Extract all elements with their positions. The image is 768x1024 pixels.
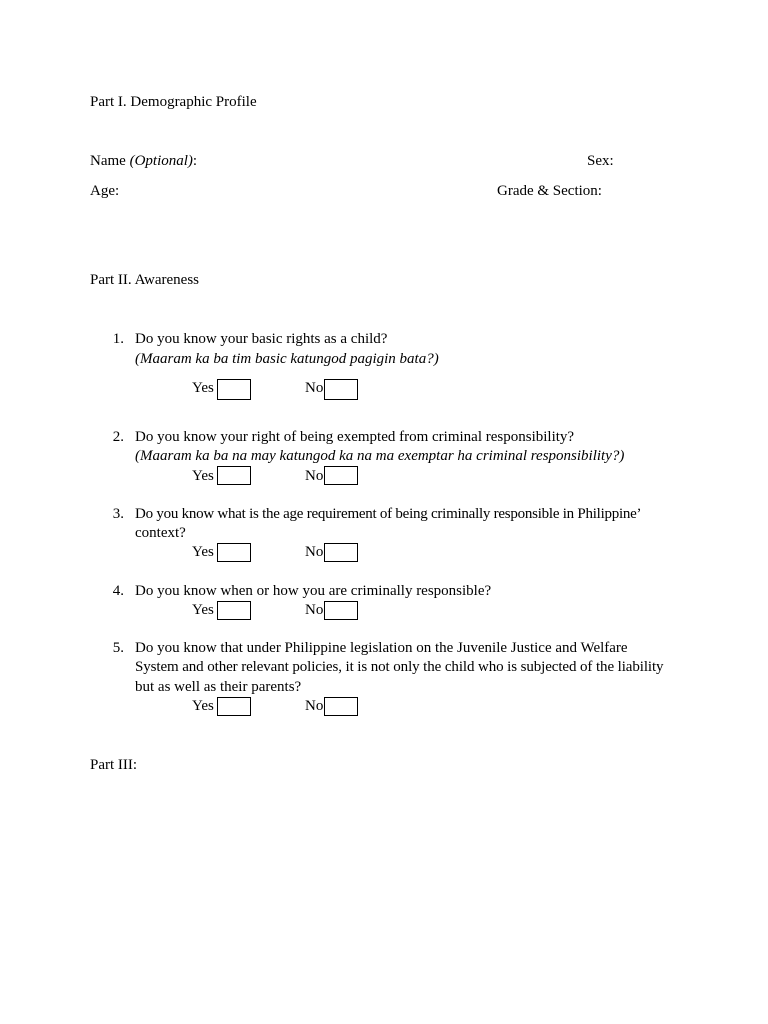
question-4-yes-checkbox[interactable] [217, 601, 251, 620]
question-2-yes-label: Yes [192, 468, 214, 484]
question-2-yes-checkbox[interactable] [217, 466, 251, 485]
question-2-text: Do you know your right of being exempted from criminal responsibility? [135, 429, 575, 445]
question-5-no-label: No [305, 698, 324, 714]
question-3-text-line-2: context? [135, 525, 186, 541]
part1-heading: Part I. Demographic Profile [90, 94, 257, 110]
part3-heading: Part III: [90, 757, 138, 773]
question-1-translation: (Maaram ka ba tim basic katungod pagigin bata?) [135, 351, 439, 367]
question-1-number: 1. [112, 331, 124, 347]
question-3-no-checkbox[interactable] [324, 543, 358, 562]
question-5-text-line-2: System and other relevant policies, it is not only the child who is subjected of the liability [135, 659, 664, 675]
question-4-yes-label: Yes [192, 602, 214, 618]
question-5-number: 5. [112, 640, 124, 656]
question-3-text-line-1: Do you know what is the age requirement of being criminally responsible in Philippine’ [135, 506, 642, 522]
question-4-number: 4. [112, 583, 124, 599]
question-3-no-label: No [305, 544, 324, 560]
part2-heading: Part II. Awareness [90, 272, 200, 288]
question-1-yes-checkbox[interactable] [217, 379, 251, 400]
name-field-label [90, 152, 197, 170]
question-3-number: 3. [112, 506, 124, 522]
question-1-no-label: No [305, 380, 324, 396]
question-1-text: Do you know your basic rights as a child? [135, 331, 388, 347]
name-colon: : [192, 153, 198, 169]
question-5-yes-checkbox[interactable] [217, 697, 251, 716]
name-optional-note: (Optional) [129, 153, 193, 169]
question-4-no-label: No [305, 602, 324, 618]
question-2-no-label: No [305, 468, 324, 484]
name-label: Name [90, 153, 130, 169]
question-1-yes-label: Yes [192, 380, 214, 396]
question-3-yes-label: Yes [192, 544, 214, 560]
question-4-no-checkbox[interactable] [324, 601, 358, 620]
question-4-text: Do you know when or how you are criminally responsible? [135, 583, 492, 599]
sex-field-label: Sex: [587, 153, 614, 169]
question-5-yes-label: Yes [192, 698, 214, 714]
question-5-no-checkbox[interactable] [324, 697, 358, 716]
question-1-no-checkbox[interactable] [324, 379, 358, 400]
question-2-no-checkbox[interactable] [324, 466, 358, 485]
question-3-yes-checkbox[interactable] [217, 543, 251, 562]
age-field-label: Age: [90, 183, 120, 199]
question-5-text-line-1: Do you know that under Philippine legislation on the Juvenile Justice and Welfare [135, 640, 628, 656]
question-5-text-line-3: but as well as their parents? [135, 679, 302, 695]
grade-section-field-label: Grade & Section: [497, 183, 602, 199]
question-2-translation: (Maaram ka ba na may katungod ka na ma exemptar ha criminal responsibility?) [135, 448, 625, 464]
question-2-number: 2. [112, 429, 124, 445]
